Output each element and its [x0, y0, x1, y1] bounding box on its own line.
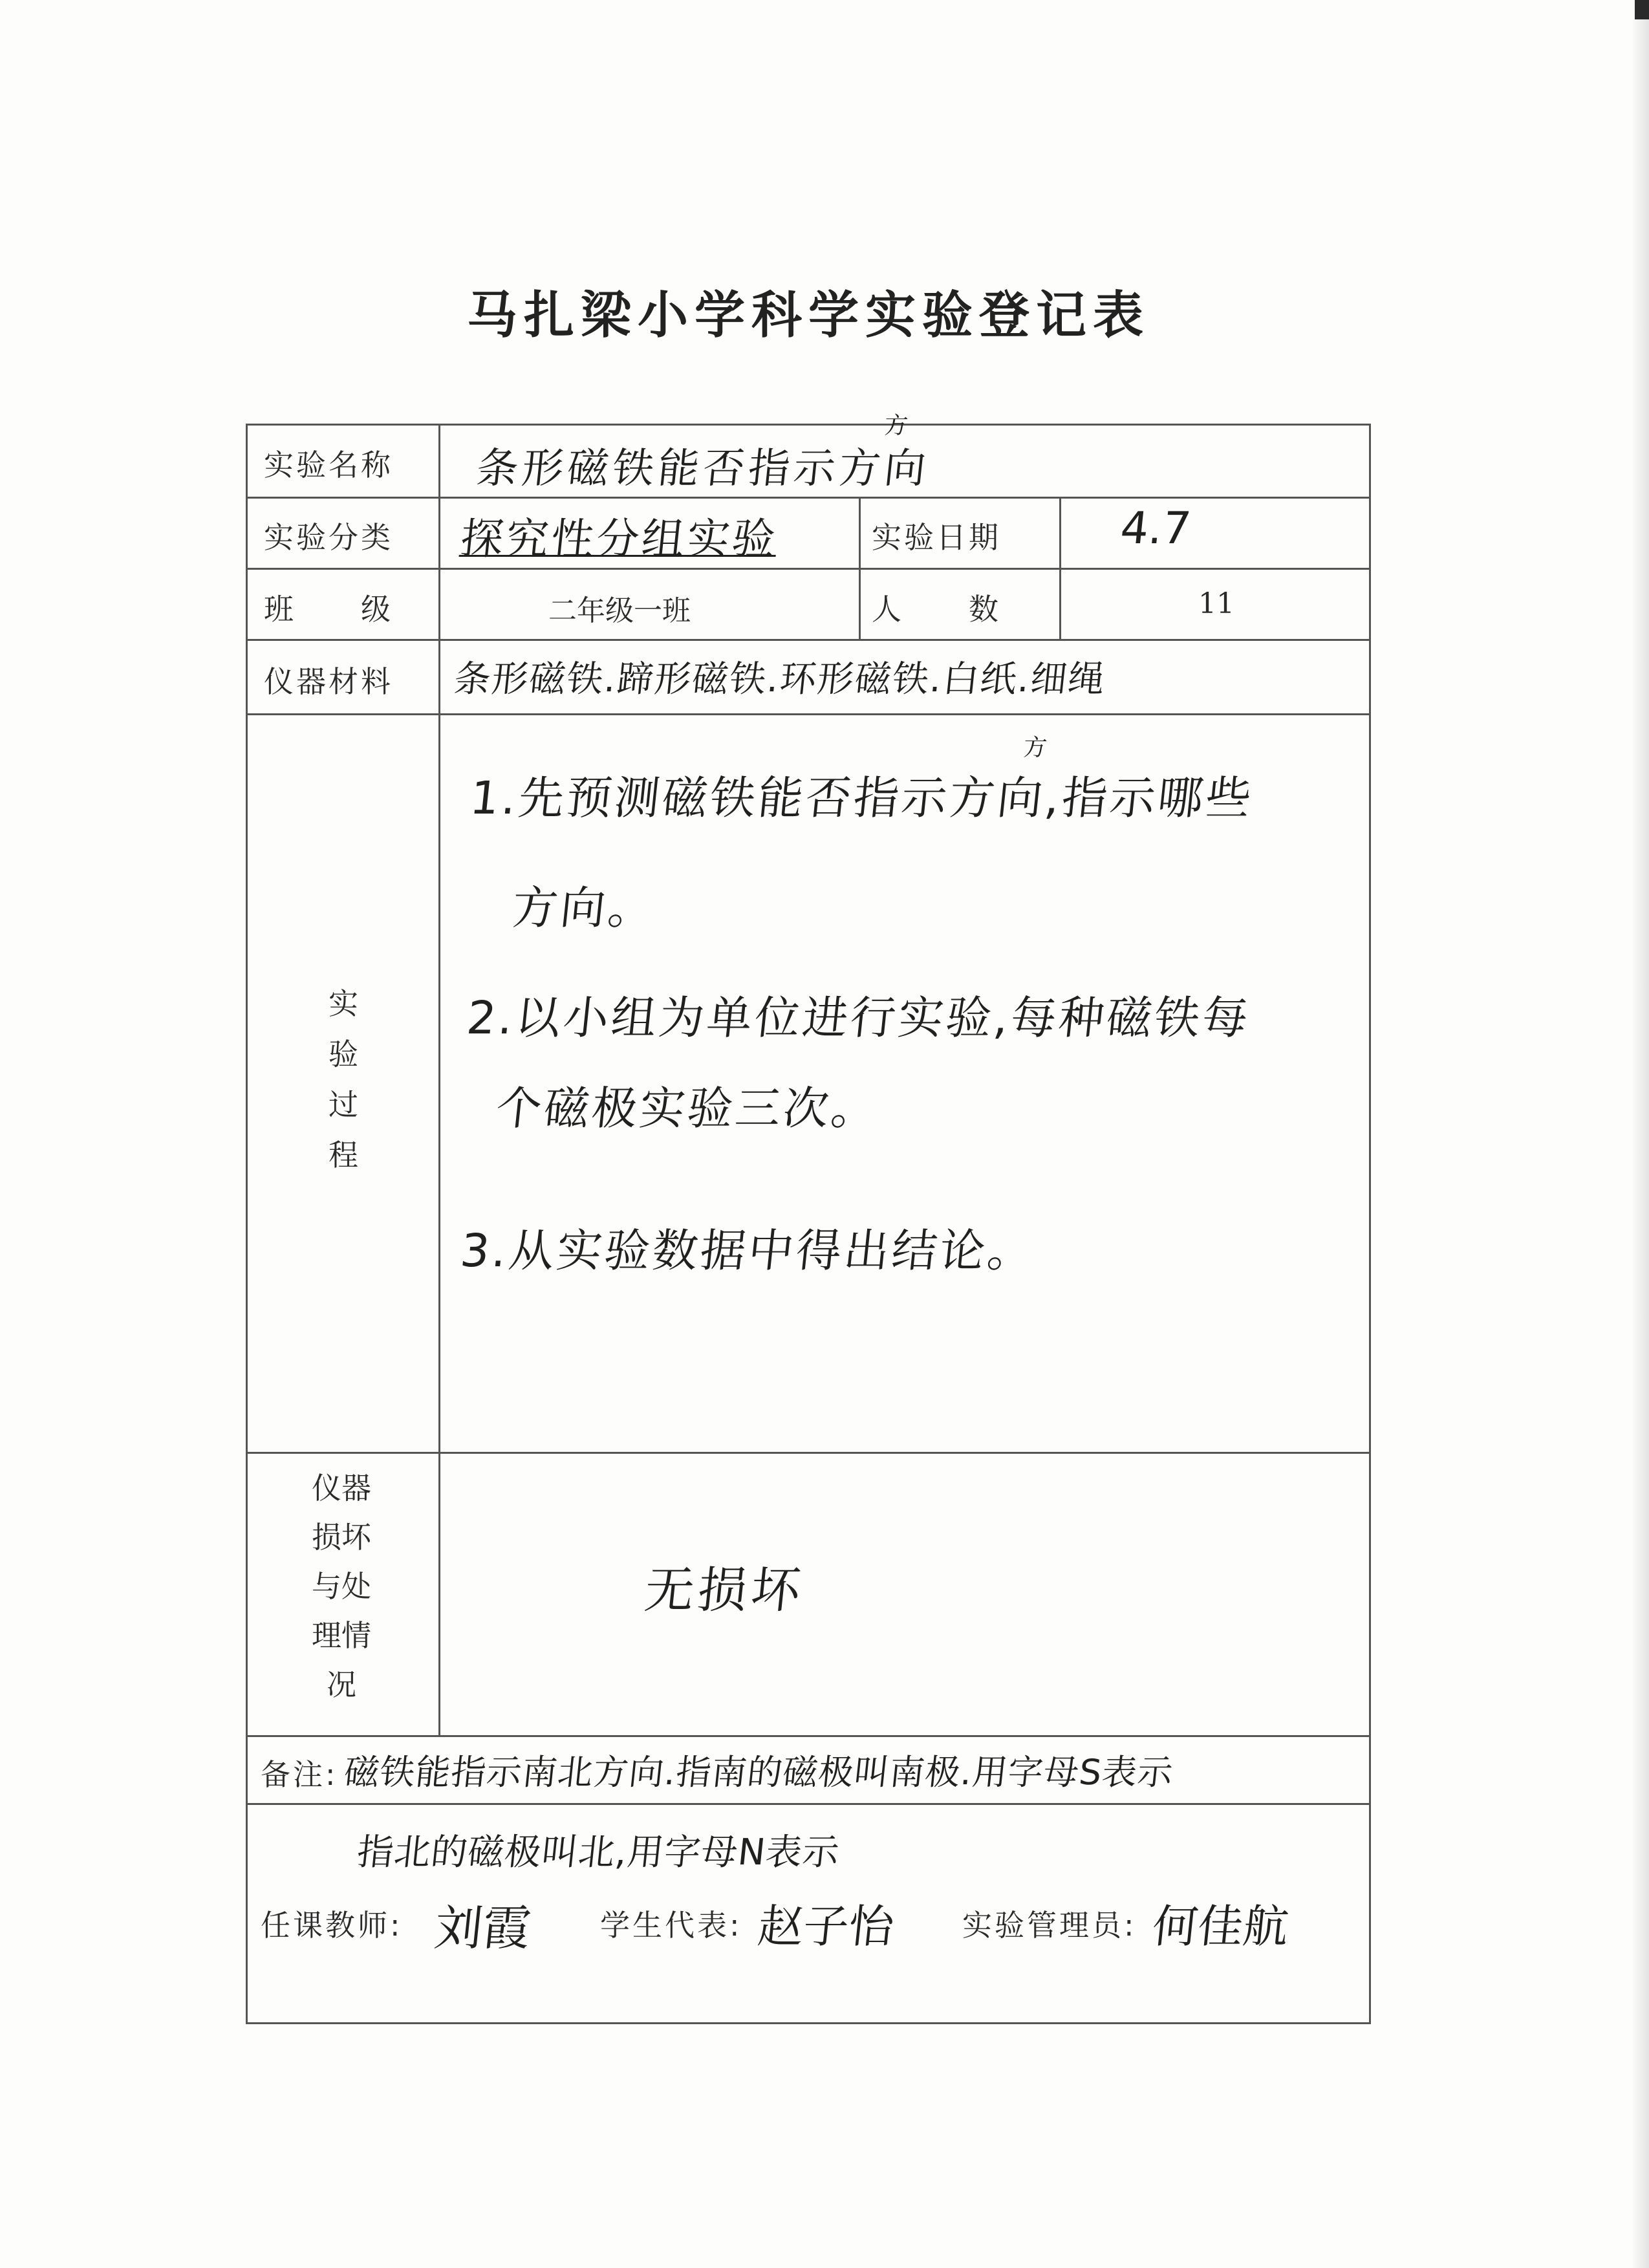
label-headcount: 人 数 [872, 592, 1001, 627]
label-char: 过 [329, 1087, 358, 1122]
label-experiment-name: 实验名称 [264, 448, 393, 482]
process-line: 2.以小组为单位进行实验,每种磁铁每 [464, 991, 1253, 1044]
row-divider [248, 1735, 1369, 1737]
process-line: 3.从实验数据中得出结论。 [458, 1224, 1039, 1277]
label-student-rep: 学生代表: [600, 1908, 742, 1943]
label-class: 班 级 [264, 592, 393, 627]
label-teacher: 任课教师: [261, 1908, 403, 1943]
row-divider [248, 497, 1369, 499]
label-lab-admin: 实验管理员: [962, 1908, 1137, 1943]
row-divider [248, 1452, 1369, 1454]
process-line: 方向。 [510, 881, 659, 934]
column-divider [859, 497, 861, 639]
value-materials: 条形磁铁.蹄形磁铁.环形磁铁.白纸.细绳 [452, 658, 1108, 700]
value-equipment-damage: 无损坏 [641, 1561, 808, 1619]
scan-corner-mark [1635, 0, 1649, 19]
label-line: 仪器 [312, 1471, 371, 1506]
label-remarks: 备注: [261, 1757, 338, 1792]
value-experiment-date: 4.7 [1117, 503, 1194, 554]
process-line: 1.先预测磁铁能否指示方向,指示哪些 [468, 772, 1256, 825]
label-line: 与处 [312, 1569, 371, 1604]
process-line: 个磁极实验三次。 [493, 1082, 882, 1135]
label-materials: 仪器材料 [264, 664, 393, 699]
value-headcount: 11 [1198, 587, 1234, 620]
process-insert-mark: 方 [1022, 735, 1048, 761]
scan-edge-shadow [1631, 0, 1649, 2268]
value-student-rep-signature: 赵子怡 [755, 1900, 897, 1953]
value-class: 二年级一班 [548, 594, 691, 627]
label-line: 损坏 [312, 1520, 371, 1555]
value-lab-admin-signature: 何佳航 [1150, 1900, 1291, 1953]
value-experiment-name: 条形磁铁能否指示方向 [474, 445, 932, 493]
label-line: 况 [327, 1667, 356, 1702]
label-char: 程 [329, 1138, 358, 1172]
label-char: 验 [329, 1037, 358, 1072]
form-title: 马扎梁小学科学实验登记表 [466, 286, 1150, 345]
value-remarks-line1: 磁铁能指示南北方向.指南的磁极叫南极.用字母S表示 [342, 1752, 1176, 1793]
value-remarks-line2: 指北的磁极叫北,用字母N表示 [355, 1831, 842, 1874]
row-divider [248, 639, 1369, 641]
label-experiment-category: 实验分类 [264, 520, 393, 555]
label-column-divider [438, 426, 440, 1735]
row-divider [248, 713, 1369, 715]
label-equipment-damage [303, 1463, 380, 1709]
label-experiment-date: 实验日期 [872, 520, 1001, 555]
value-teacher-signature: 刘霞 [431, 1901, 534, 1956]
row-divider [248, 568, 1369, 570]
experiment-register-form [246, 413, 1371, 2024]
value-experiment-name-insert: 方 [883, 413, 909, 439]
row-divider [248, 1803, 1369, 1805]
label-experiment-process [324, 978, 363, 1180]
label-char: 实 [329, 986, 358, 1021]
value-experiment-category: 探究性分组实验 [458, 514, 781, 564]
label-line: 理情 [312, 1618, 371, 1653]
column-divider [1059, 497, 1061, 639]
